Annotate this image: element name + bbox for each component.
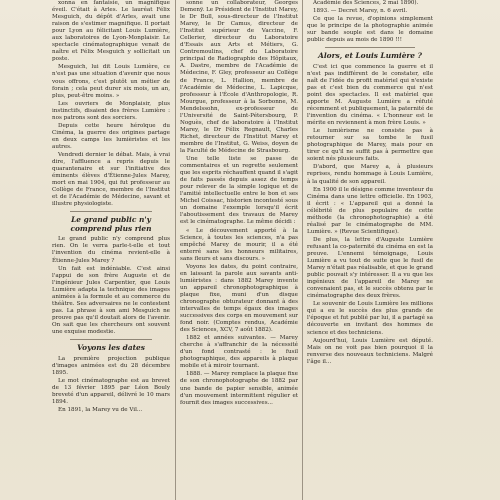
section-separator [70,211,152,212]
paragraph: Les ouvriers de Monplaisir, plus instinctifs, disaient des frères Lumière : nos patrons sont des sorciers. [52,100,170,121]
subheading: Alors, et Louis Lumière ? [318,51,422,61]
paragraph: En 1900 il le désigne comme inventeur du Cinéma dans une lettre officielle. En 1903, il écrit : « L'appareil qui a donné la célébrité de plus populaire de cette méthode (la chronophotographie) a été réalisé par le cinématographe de MM. Lumière. » (Revue Scientifique). [307,186,433,235]
subheading: Le grand public n'y comprend plus rien [70,215,152,233]
paragraph: Mesguich, lui dit Louis Lumière, ce n'est pas une situation d'avenir que nous vous offrons, c'est plutôt un métier de forain ; cela peut durer six mois, un an, plus, peut-être moins. » [52,64,170,99]
paragraph: Le lumièrisme ne consiste pas à retourner sur sa tombe le fusil photographique de Marey, mais pour en tirer ce qu'il ne suffit pas à permettre que soient nés plusieurs faits. [307,128,433,163]
paragraph: Une telle liste se passe de commentaires et un regrette seulement que les esprits réchauffent quand il s'agit de faits passés depuis assez de temps pour relever de la simple logique et de l'amitié intellectuelle entre le bon et ses Michel Coissac, historien incontesté sous un domaine l'exemple lorsqu'il écrit l'aboutissement des travaux de Marey est le cinématographe. Le même décidi : [180,156,298,226]
paragraph: Un fait est indéniable. C'est ainsi l'appui de son frère Auguste et de l'ingénieur Jules Carpentier, que Louis Lumière adapta la technique des images animées à la formule et au commerce du théâtre. Ses adversaires ne le contestent pas. La phrase à son ami Mesguich ne prouve pas qu'il doutait alors de l'avenir. On sait que les chercheurs ont souvent une exquise modestie. [52,265,170,335]
paragraph: sonne un collaborateur, Georges Demenÿ. Le Président de l'Institut Marey, le Dr Bull, sous-directeur de l'Institut Marey, le Dr Camus, directeur de l'Institut supérieur de Vaccine, F. Cellerier, directeur du Laboratoire d'Essais aux Arts et Métiers, G. Contremoulins, chef du Laboratoire principal de Radiographie des Hôpitaux, A. Dastre, membre de l'Académie de Médecine, F. Gley, professeur au Collège de France, L. Hallion, membre de l'Académie de Médecine, L. Lapicque, professeur à l'École d'Anthropologie, R. Mourgue, professeur à la Sorbonne, M. Mendelssohn, ex-professeur de l'Université de Saint-Pétersbourg, P. Noguès, chef de laboratoire à l'Institut Marey, le Dr Félix Regnault, Charles Richet, directeur de l'Institut Marey et membre de l'Institut, G. Weiss, doyen de la Faculté de Médecine de Strasbourg. [180,0,298,154]
paragraph: C'est ici que commence la guerre et il n'est pas indifférent de le constater, elle naît de l'idée du profit matériel qui n'existe pas et c'est bien du commerce qui n'est point des spectacles. Il est matériel que apporte M. Auguste Lumière a réfuté récemment et publiquement, la paternité de l'invention du cinéma. « L'honneur est le mérite en reviennent à mon frère Louis. » [307,63,433,127]
paragraph: 1893. — Decret Marey, n. 6 avril. [313,8,408,15]
section-separator [325,47,415,48]
paragraph: Vendredi dernier le débat. Mais, à vrai dire, l'affluence a repris depuis le quarantenaire et sur l'initiative des éminents élèves d'Étienne-Jules Marey, mort en mai 1904, qui fut professeur au Collège de France, membre de l'Institut et de l'Académie de Médecine, savant et illustre physiologiste. [52,151,170,208]
paragraph: 1882 et années suivantes. — Marey cherche à s'affranchir de la nécessité d'un fond contrasté : le fusil photographique, des appareils à plaque mobile et à miroir tournant. [180,335,298,370]
paragraph: « Le découvement apporté à la Science, à toutes les sciences, n'a pas empêché Marey de mourir, il a été enterré sans les honneurs militaires, sans fleurs et sans discours. » [180,227,298,262]
paragraph: 1888. — Marey remplace la plaque fixe de son chronophotographe de 1882 par une bande de papier sensible, animée d'un mouvement intermittent régulier et fournit des images successives... [180,371,298,406]
paragraph: xonna en fantaisie, un magnifique éveil. C'était à Arles. Le lauréat Félix Mesguich, du dépôt d'Arles, avait une raison de s'estimer magnifique. Il portait pour Lyon au félicitant Louis Lumière, aux laboratoires de Lyon-Monplaisir. Le spectacle cinématographique venait de naître et Félix Mesguich y sollicitait un poste. [52,0,170,63]
column-rule [175,0,176,500]
subheading: Voyons les dates [77,343,145,353]
column-1 [52,0,170,500]
paragraph: Le grand public n'y comprend plus rien. On le verra parle-t-elle et tout l'invention du cinéma revient-elle à Étienne-Jules Marey ? [52,236,170,264]
paragraph: Ce que la revue, d'opinions simplement que le principe de la photographie animée sur bande souple est dans le domaine public depuis au mois de 1890 !!! [307,16,433,44]
section-separator [70,339,152,340]
column-3 [307,0,433,500]
paragraph: Le souvenir de Louis Lumière les millions qui a eu le succès des plus grands de l'époque et fut publié par lui, il a partagé sa découverte en invitant des hommes de science et des techniciens. [307,301,433,336]
column-rule [302,0,303,500]
paragraph: Aujourd'hui, Louis Lumière est député. Mais on ne voit pas bien pourquoi il la renverse des nouveaux techniciens. Malgré l'âge il... [307,337,433,365]
paragraph: La première projection publique d'images animées est du 28 décembre 1895. [52,355,170,376]
paragraph: En 1891, la Marey vu de Vil... [58,406,143,413]
paragraph: Académie des Sciences, 2 mai 1890). [313,0,419,6]
paragraph: Depuis cette heure héroïque du Cinéma, la guerre des origines partage en deux camps les lumièristes et les autres. [52,122,170,150]
paragraph: Voyons les dates, du point contraire, en laissant la parole aux savants anti-lumièristes : dans 1882 Marey invente un appareil chronophotographique à plaque fixe, muni d'un disque chronographe obturateur donnant à des intervalles de temps égaux des images successives des corps en mouvement sur fond noir. (Comptes rendus, Académie des Sciences, XCV, 7 août 1882). [180,263,298,334]
paragraph: Le mot cinématographe est au brevet de 13 février 1895 par Léon Bouly breveté d'un appareil, délivré le 10 mars 1894. [52,377,170,405]
paragraph: De plus, la lettre d'Auguste Lumière refusant la co-paternité du cinéma en est la preuve. L'ennemi témoignage, Louis Lumière a vu tout de suite que le fusil de Marey n'était pas réalisable, et que le grand public pouvait s'y intéresser. Il a vu que les ingénieux de l'appareil de Marey ne convenaient pas, et le succès obtenu par le cinématographe des deux frères. [307,236,433,300]
column-2 [180,0,298,500]
paragraph: D'abord, que Marey a, à plusieurs reprises, rendu hommage à Louis Lumière, à la qualité de son appareil. [307,164,433,185]
